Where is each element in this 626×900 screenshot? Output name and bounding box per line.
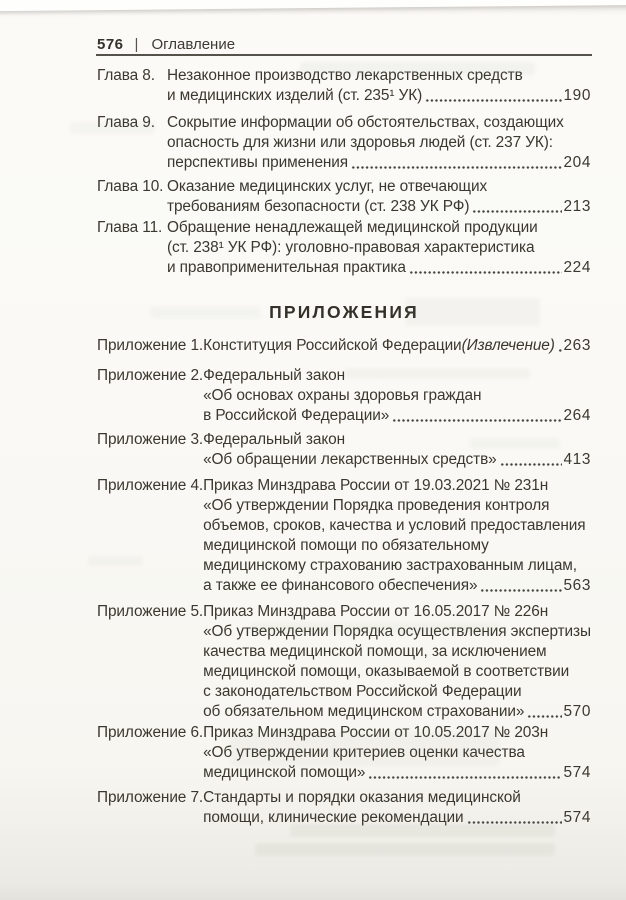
entry-line: медицинской помощи, оказываемой в соответствии <box>203 663 570 680</box>
entry-label: Приложение 5. <box>97 603 204 620</box>
entry-line: Стандарты и порядки оказания медицинской <box>203 789 521 806</box>
show-through-mark <box>300 62 535 75</box>
entry-last-line <box>203 576 591 596</box>
show-through-mark <box>88 556 143 566</box>
entry-line: медицинской помощи по обязательному <box>203 537 489 554</box>
entry-label: Глава 8. <box>97 67 155 84</box>
entry-last-line <box>167 86 591 106</box>
entry-line: качества медицинской помощи, за исключением <box>203 643 547 660</box>
entry-line: а также ее финансового обеспечения» <box>203 577 478 594</box>
dot-leader <box>351 153 561 173</box>
entry-line: Оказание медицинских услуг, не отвечающих <box>167 178 488 195</box>
entry-line: Приказ Минздрава России от 10.05.2017 № 203н <box>203 724 549 741</box>
entry-page-number: 264 <box>563 407 591 424</box>
dot-leader <box>368 763 561 783</box>
entry-line: «Об обращении лекарственных средств» <box>203 451 497 468</box>
dot-leader <box>480 576 561 596</box>
entry-page-number: 190 <box>563 87 591 104</box>
show-through-mark <box>470 438 560 449</box>
entry-line: Сокрытие информации об обстоятельствах, создающих <box>167 114 564 131</box>
entry-line: медицинскому страхованию застрахованным лицам, <box>203 557 577 574</box>
entry-page-number: 574 <box>563 764 591 781</box>
entry-label: Приложение 2. <box>97 367 204 384</box>
entry-last-line <box>203 702 591 722</box>
show-through-mark <box>250 622 500 633</box>
show-through-mark <box>405 298 540 326</box>
toc-entry-chapter-11 <box>97 218 591 278</box>
entry-label: Приложение 3. <box>97 431 204 448</box>
entry-line: Незаконное производство лекарственных средств <box>167 67 523 84</box>
entry-line: «Об утверждении Порядка проведения контроля <box>203 497 550 514</box>
entry-label: Глава 9. <box>97 114 155 131</box>
entry-line: «Об утверждении критериев оценки качества <box>203 744 525 761</box>
entry-last-line <box>203 763 591 783</box>
header-separator: | <box>134 36 139 53</box>
entry-line: опасность для жизни или здоровья людей (ст. 237 УК): <box>167 134 553 151</box>
entry-line: требованиям безопасности (ст. 238 УК РФ) <box>167 198 470 215</box>
entry-line: объемов, сроков, качества и условий предоставления <box>203 517 586 534</box>
entry-line: и правоприменительная практика <box>167 259 406 276</box>
entry-line: перспективы применения <box>167 154 349 171</box>
page-title: Оглавление <box>151 36 236 53</box>
page-number: 576 <box>97 36 124 53</box>
entry-last-line <box>167 153 591 173</box>
toc-entry-appendix-1 <box>97 336 591 356</box>
toc-entry-appendix-4 <box>97 476 591 596</box>
show-through-mark <box>70 122 155 134</box>
entry-body <box>167 218 591 278</box>
entry-label: Приложение 1. <box>97 337 204 354</box>
entry-body <box>203 788 591 828</box>
entry-line: с законодательством Российской Федерации <box>203 683 522 700</box>
entry-line: Федеральный закон <box>203 431 345 448</box>
show-through-mark <box>150 306 260 319</box>
entry-line: (ст. 238¹ УК РФ): уголовно-правовая характеристика <box>167 239 535 256</box>
entry-line-italic: (Извлечение) <box>461 337 555 354</box>
entry-page-number: 574 <box>563 809 591 826</box>
entry-line: в Российской Федерации» <box>203 407 390 424</box>
toc-entry-chapter-10 <box>97 177 591 217</box>
dot-leader <box>392 406 561 426</box>
entry-line: Приказ Минздрава России от 16.05.2017 № 226н <box>203 603 549 620</box>
entry-line: помощи, клинические рекомендации <box>203 809 464 826</box>
toc-entry-appendix-5 <box>97 602 591 722</box>
entry-label: Приложение 4. <box>97 477 204 494</box>
show-through-mark <box>290 824 555 837</box>
entry-body <box>203 430 591 470</box>
entry-line: медицинской помощи» <box>203 764 366 781</box>
dot-leader <box>527 702 561 722</box>
entry-page-number: 413 <box>563 451 591 468</box>
entry-page-number: 263 <box>563 337 591 354</box>
entry-label: Глава 10. <box>97 178 164 195</box>
entry-last-line <box>203 336 591 356</box>
entry-body <box>203 476 591 596</box>
toc-entry-appendix-7 <box>97 788 591 828</box>
appendix-section-heading: ПРИЛОЖЕНИЯ <box>269 302 419 322</box>
entry-page-number: 213 <box>563 198 591 215</box>
entry-last-line <box>203 450 591 470</box>
show-through-mark <box>345 368 530 379</box>
entry-last-line <box>203 406 591 426</box>
entry-line: «Об утверждении Порядка осуществления экспертизы <box>203 623 591 640</box>
entry-body <box>203 336 591 356</box>
entry-body <box>203 602 591 722</box>
dot-leader <box>558 336 562 356</box>
entry-label: Глава 11. <box>97 219 163 236</box>
dot-leader <box>409 258 562 278</box>
entry-page-number: 224 <box>563 259 591 276</box>
entry-line: и медицинских изделий (ст. 235¹ УК) <box>167 87 423 104</box>
show-through-mark <box>255 843 555 856</box>
toc-entry-chapter-9 <box>97 113 591 173</box>
toc-entry-appendix-3 <box>97 430 591 470</box>
entry-line: «Об основах охраны здоровья граждан <box>203 387 482 404</box>
entry-page-number: 563 <box>563 577 591 594</box>
entry-line: об обязательном медицинском страховании» <box>203 703 525 720</box>
entry-last-line <box>167 197 591 217</box>
show-through-mark <box>230 732 500 766</box>
dot-leader <box>425 86 561 106</box>
entry-last-line <box>167 258 591 278</box>
entry-label: Приложение 7. <box>97 789 204 806</box>
entry-line: Приказ Минздрава России от 19.03.2021 № 231н <box>203 477 549 494</box>
dot-leader <box>500 450 562 470</box>
entry-body <box>167 113 591 173</box>
entry-line: Конституция Российской Федерации <box>203 337 462 354</box>
entry-label: Приложение 6. <box>97 724 204 741</box>
entry-page-number: 570 <box>563 703 591 720</box>
entry-line: Федеральный закон <box>203 367 345 384</box>
dot-leader <box>472 197 561 217</box>
entry-body <box>167 177 591 217</box>
entry-page-number: 204 <box>563 154 591 171</box>
entry-line: Обращение ненадлежащей медицинской продукции <box>167 219 538 236</box>
